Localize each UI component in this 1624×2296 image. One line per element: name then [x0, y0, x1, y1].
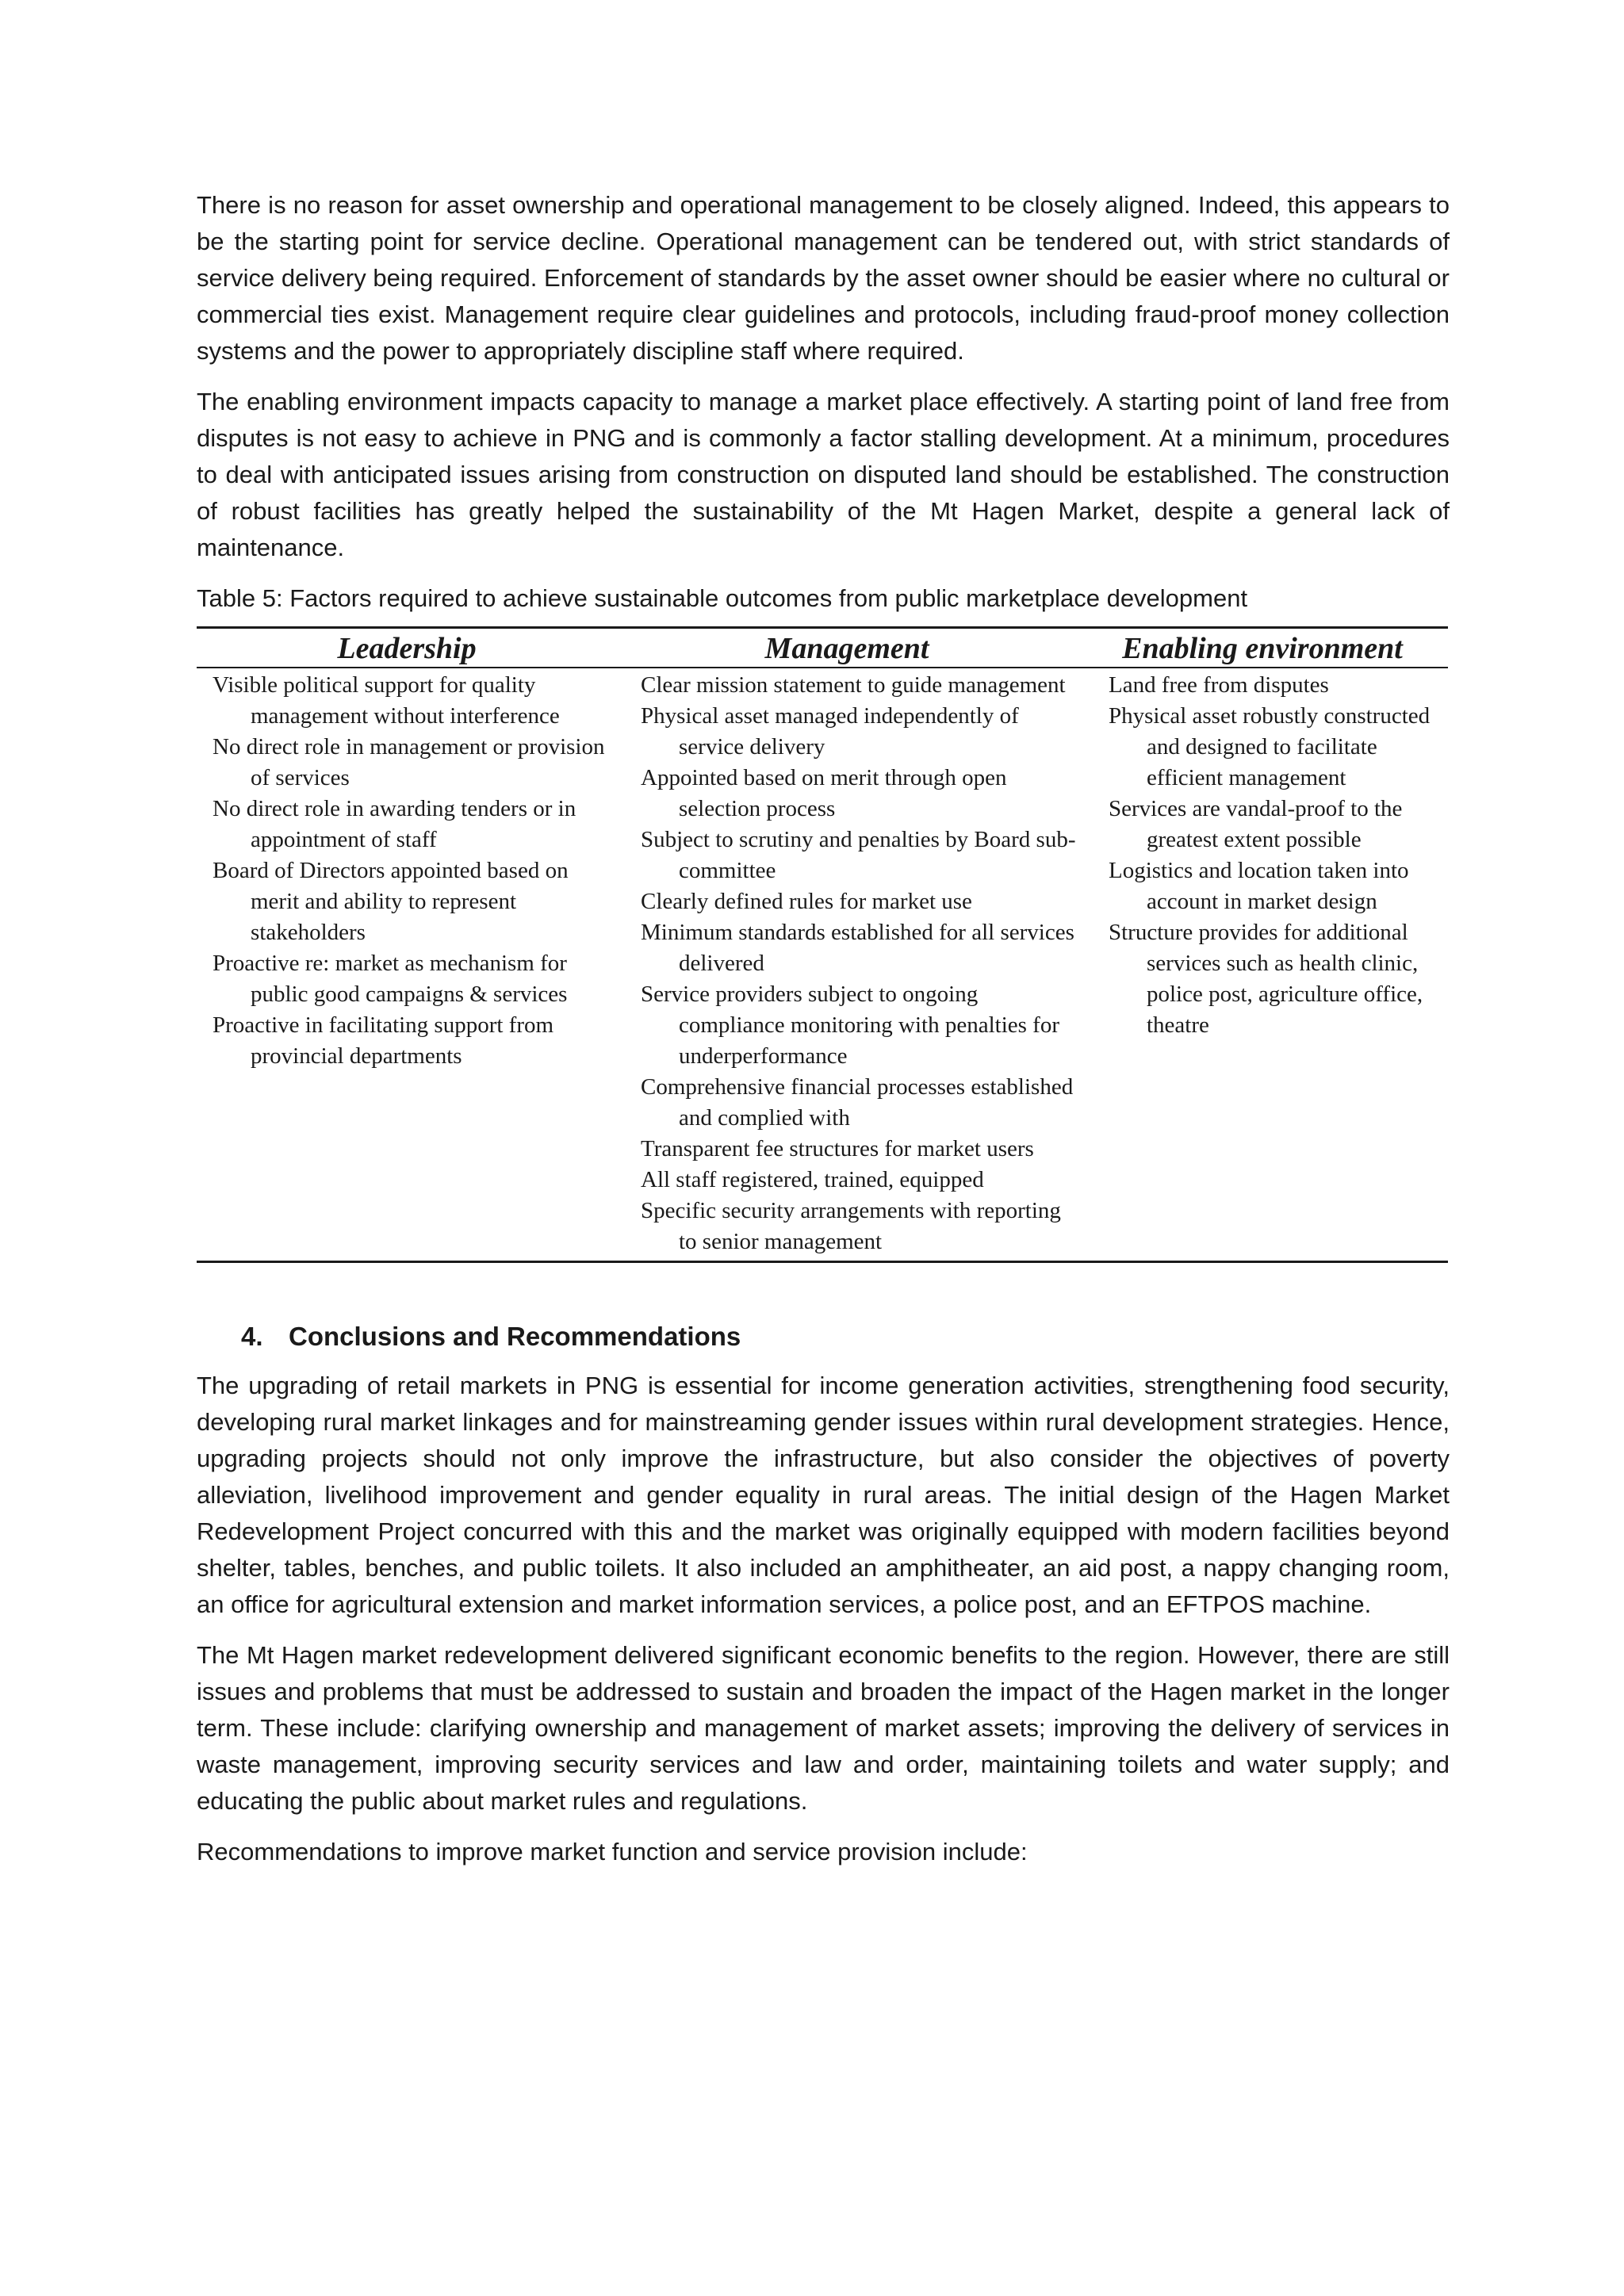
- table-body-row: [197, 668, 1448, 1262]
- list-item: Physical asset managed independently of service delivery: [641, 703, 1019, 760]
- list-item: No direct role in awarding tenders or in appointment of staff: [213, 796, 576, 852]
- list-item: Specific security arrangements with reporting to senior management: [641, 1198, 1061, 1254]
- list-item: Service providers subject to ongoing compliance monitoring with penalties for underperformance: [641, 982, 1059, 1069]
- section-title: Conclusions and Recommendations: [289, 1322, 741, 1351]
- list-item: All staff registered, trained, equipped: [641, 1167, 984, 1192]
- list-item: Structure provides for additional services such as health clinic, police post, agriculture office, theatre: [1109, 920, 1423, 1038]
- list-item: Land free from disputes: [1109, 672, 1329, 698]
- list-item: Subject to scrutiny and penalties by Board sub-committee: [641, 827, 1076, 883]
- factors-table: [197, 626, 1448, 1263]
- list-item: Board of Directors appointed based on merit and ability to represent stakeholders: [213, 858, 569, 945]
- header-management: Management: [617, 628, 1077, 668]
- list-item: Visible political support for quality management without interference: [213, 672, 560, 729]
- list-item: Clear mission statement to guide management: [641, 672, 1066, 698]
- list-item: Physical asset robustly constructed and designed to facilitate efficient management: [1109, 703, 1431, 790]
- enabling-environment-column: [1077, 668, 1448, 1262]
- list-item: Transparent fee structures for market users: [641, 1136, 1034, 1161]
- list-item: Clearly defined rules for market use: [641, 889, 972, 914]
- header-leadership: Leadership: [197, 628, 617, 668]
- list-item: Comprehensive financial processes established and complied with: [641, 1074, 1074, 1131]
- header-enabling-environment: Enabling environment: [1077, 628, 1448, 668]
- list-item: Proactive re: market as mechanism for public good campaigns & services: [213, 951, 568, 1007]
- section-heading: [197, 1318, 1450, 1355]
- table-caption: Table 5: Factors required to achieve sustainable outcomes from public marketplace development: [197, 584, 1248, 612]
- list-item: Minimum standards established for all services delivered: [641, 920, 1074, 976]
- leadership-list: [213, 670, 617, 1072]
- paragraph-upgrading-markets: The upgrading of retail markets in PNG is essential for income generation activities, strengthening food security, developing rural market linkages and for mainstreaming gender issues within rural development strategies. Hence, upgrading projects should not only improve the infrastructure, but also consider the objectives of poverty alleviation, livelihood improvement and gender equality in rural areas. The initial design of the Hagen Market Redevelopment Project concurred with this and the market was originally equipped with modern facilities beyond shelter, tables, benches, and public toilets. It also included an amphitheater, an aid post, a nappy changing room, an office for agricultural extension and market information services, a police post, and an EFTPOS machine.: [197, 1372, 1450, 1618]
- paragraph-asset-ownership: There is no reason for asset ownership and operational management to be closely aligned. Indeed, this appears to be the starting point for service decline. Operational management can be tendered out, with strict standards of service delivery being required. Enforcement of standards by the asset owner should be easier where no cultural or commercial ties exist. Management require clear guidelines and protocols, including fraud-proof money collection systems and the power to appropriately discipline staff where required.: [197, 191, 1450, 365]
- section-number: 4.: [241, 1322, 263, 1351]
- paragraph-enabling-environment: The enabling environment impacts capacity to manage a market place effectively. A starting point of land free from disputes is not easy to achieve in PNG and is commonly a factor stalling development. At a minimum, procedures to deal with anticipated issues arising from construction on disputed land should be established. The construction of robust facilities has greatly helped the sustainability of the Mt Hagen Market, despite a general lack of maintenance.: [197, 388, 1450, 561]
- list-item: Services are vandal-proof to the greatest extent possible: [1109, 796, 1403, 852]
- leadership-column: [197, 668, 617, 1262]
- table-header-row: [197, 628, 1448, 668]
- page-content: [197, 187, 1450, 1885]
- list-item: No direct role in management or provision of services: [213, 734, 605, 790]
- paragraph-recommendations-intro: Recommendations to improve market function and service provision include:: [197, 1838, 1028, 1866]
- list-item: Logistics and location taken into account in market design: [1109, 858, 1409, 914]
- list-item: Appointed based on merit through open selection process: [641, 765, 1007, 821]
- enabling-environment-list: [1109, 670, 1448, 1041]
- paragraph-redevelopment-benefits: The Mt Hagen market redevelopment delivered significant economic benefits to the region. However, there are still issues and problems that must be addressed to sustain and broaden the impact of the Hagen market in the longer term. These include: clarifying ownership and management of market assets; improving the delivery of services in waste management, improving security services and law and order, maintaining toilets and water supply; and educating the public about market rules and regulations.: [197, 1641, 1450, 1815]
- list-item: Proactive in facilitating support from provincial departments: [213, 1012, 554, 1069]
- management-list: [641, 670, 1077, 1257]
- management-column: [617, 668, 1077, 1262]
